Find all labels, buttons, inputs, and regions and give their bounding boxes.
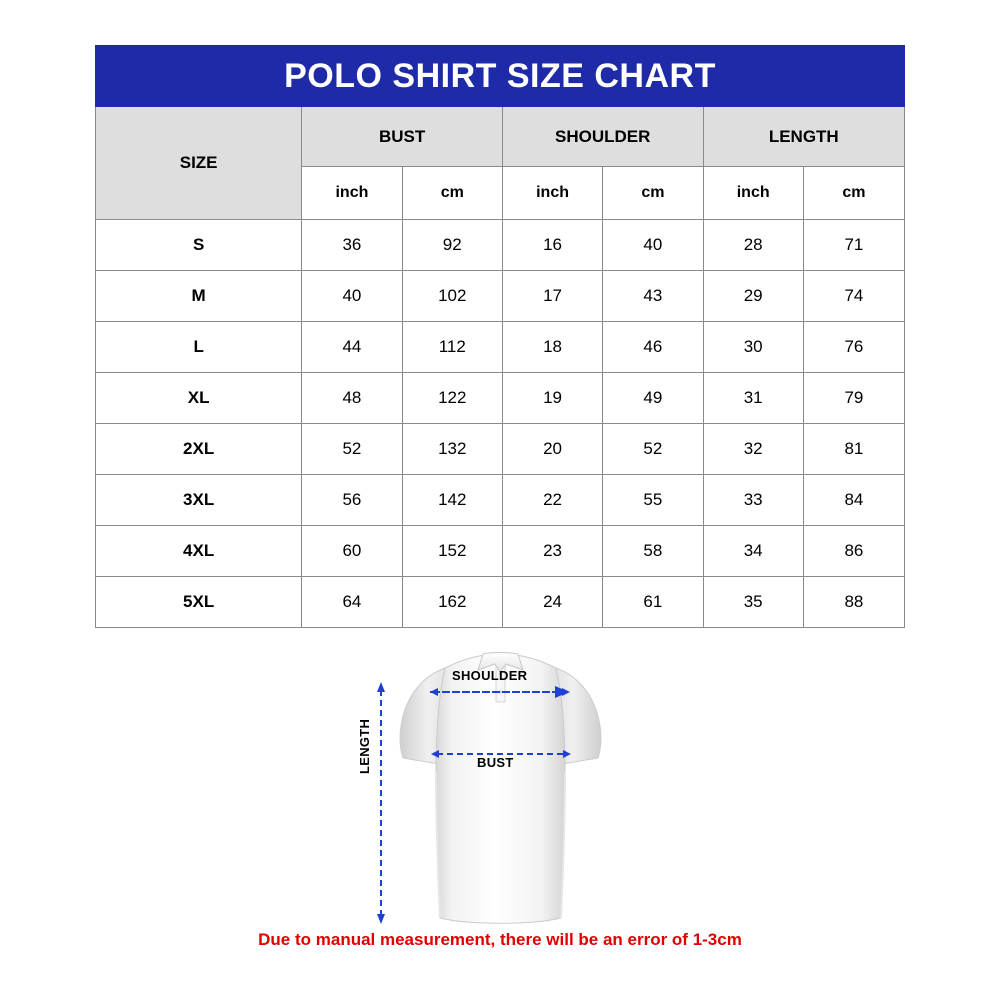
cell-length-cm: 71: [803, 220, 904, 271]
cell-bust-inch: 48: [302, 373, 402, 424]
page-title: POLO SHIRT SIZE CHART: [96, 46, 905, 107]
bust-dimension-label: BUST: [477, 755, 514, 770]
size-chart-container: [95, 45, 905, 628]
unit-shoulder-cm: cm: [603, 167, 703, 220]
unit-shoulder-inch: inch: [502, 167, 602, 220]
cell-bust-inch: 40: [302, 271, 402, 322]
group-header-row: [96, 107, 905, 167]
cell-length-inch: 31: [703, 373, 803, 424]
cell-shoulder-inch: 17: [502, 271, 602, 322]
cell-bust-cm: 112: [402, 322, 502, 373]
cell-size: XL: [96, 373, 302, 424]
cell-length-cm: 84: [803, 475, 904, 526]
shoulder-dimension-label: SHOULDER: [452, 668, 528, 683]
cell-size: S: [96, 220, 302, 271]
cell-length-inch: 30: [703, 322, 803, 373]
cell-length-cm: 86: [803, 526, 904, 577]
cell-shoulder-inch: 19: [502, 373, 602, 424]
cell-length-inch: 33: [703, 475, 803, 526]
cell-length-inch: 35: [703, 577, 803, 628]
header-shoulder: SHOULDER: [502, 107, 703, 167]
cell-shoulder-cm: 40: [603, 220, 703, 271]
table-row: [96, 373, 905, 424]
table-row: [96, 526, 905, 577]
cell-shoulder-cm: 46: [603, 322, 703, 373]
cell-length-cm: 76: [803, 322, 904, 373]
length-dimension-label: LENGTH: [357, 718, 372, 774]
cell-shoulder-inch: 24: [502, 577, 602, 628]
cell-bust-inch: 52: [302, 424, 402, 475]
cell-shoulder-cm: 55: [603, 475, 703, 526]
cell-size: 5XL: [96, 577, 302, 628]
cell-shoulder-inch: 20: [502, 424, 602, 475]
header-bust: BUST: [302, 107, 503, 167]
cell-size: L: [96, 322, 302, 373]
cell-bust-inch: 44: [302, 322, 402, 373]
cell-bust-cm: 132: [402, 424, 502, 475]
table-row: [96, 220, 905, 271]
unit-bust-inch: inch: [302, 167, 402, 220]
unit-bust-cm: cm: [402, 167, 502, 220]
cell-bust-cm: 92: [402, 220, 502, 271]
cell-length-inch: 34: [703, 526, 803, 577]
unit-length-cm: cm: [803, 167, 904, 220]
cell-length-cm: 74: [803, 271, 904, 322]
cell-size: M: [96, 271, 302, 322]
cell-shoulder-cm: 49: [603, 373, 703, 424]
header-length: LENGTH: [703, 107, 904, 167]
cell-length-cm: 79: [803, 373, 904, 424]
table-row: [96, 475, 905, 526]
table-row: [96, 271, 905, 322]
cell-bust-inch: 36: [302, 220, 402, 271]
cell-shoulder-inch: 18: [502, 322, 602, 373]
cell-shoulder-cm: 58: [603, 526, 703, 577]
header-size: SIZE: [96, 107, 302, 220]
table-row: [96, 577, 905, 628]
cell-length-inch: 29: [703, 271, 803, 322]
cell-bust-cm: 102: [402, 271, 502, 322]
measurement-diagram: [0, 628, 1000, 938]
cell-length-cm: 88: [803, 577, 904, 628]
size-chart-table: [95, 45, 905, 628]
cell-bust-inch: 64: [302, 577, 402, 628]
cell-shoulder-cm: 43: [603, 271, 703, 322]
cell-shoulder-cm: 52: [603, 424, 703, 475]
unit-length-inch: inch: [703, 167, 803, 220]
cell-bust-inch: 56: [302, 475, 402, 526]
title-row: [96, 46, 905, 107]
cell-length-cm: 81: [803, 424, 904, 475]
cell-length-inch: 28: [703, 220, 803, 271]
cell-size: 2XL: [96, 424, 302, 475]
cell-length-inch: 32: [703, 424, 803, 475]
cell-bust-cm: 142: [402, 475, 502, 526]
cell-bust-cm: 122: [402, 373, 502, 424]
cell-shoulder-inch: 16: [502, 220, 602, 271]
cell-size: 3XL: [96, 475, 302, 526]
measurement-note: Due to manual measurement, there will be an error of 1-3cm: [258, 930, 742, 949]
cell-bust-cm: 152: [402, 526, 502, 577]
cell-size: 4XL: [96, 526, 302, 577]
table-row: [96, 424, 905, 475]
cell-shoulder-inch: 23: [502, 526, 602, 577]
cell-shoulder-cm: 61: [603, 577, 703, 628]
cell-shoulder-inch: 22: [502, 475, 602, 526]
table-row: [96, 322, 905, 373]
cell-bust-inch: 60: [302, 526, 402, 577]
cell-bust-cm: 162: [402, 577, 502, 628]
